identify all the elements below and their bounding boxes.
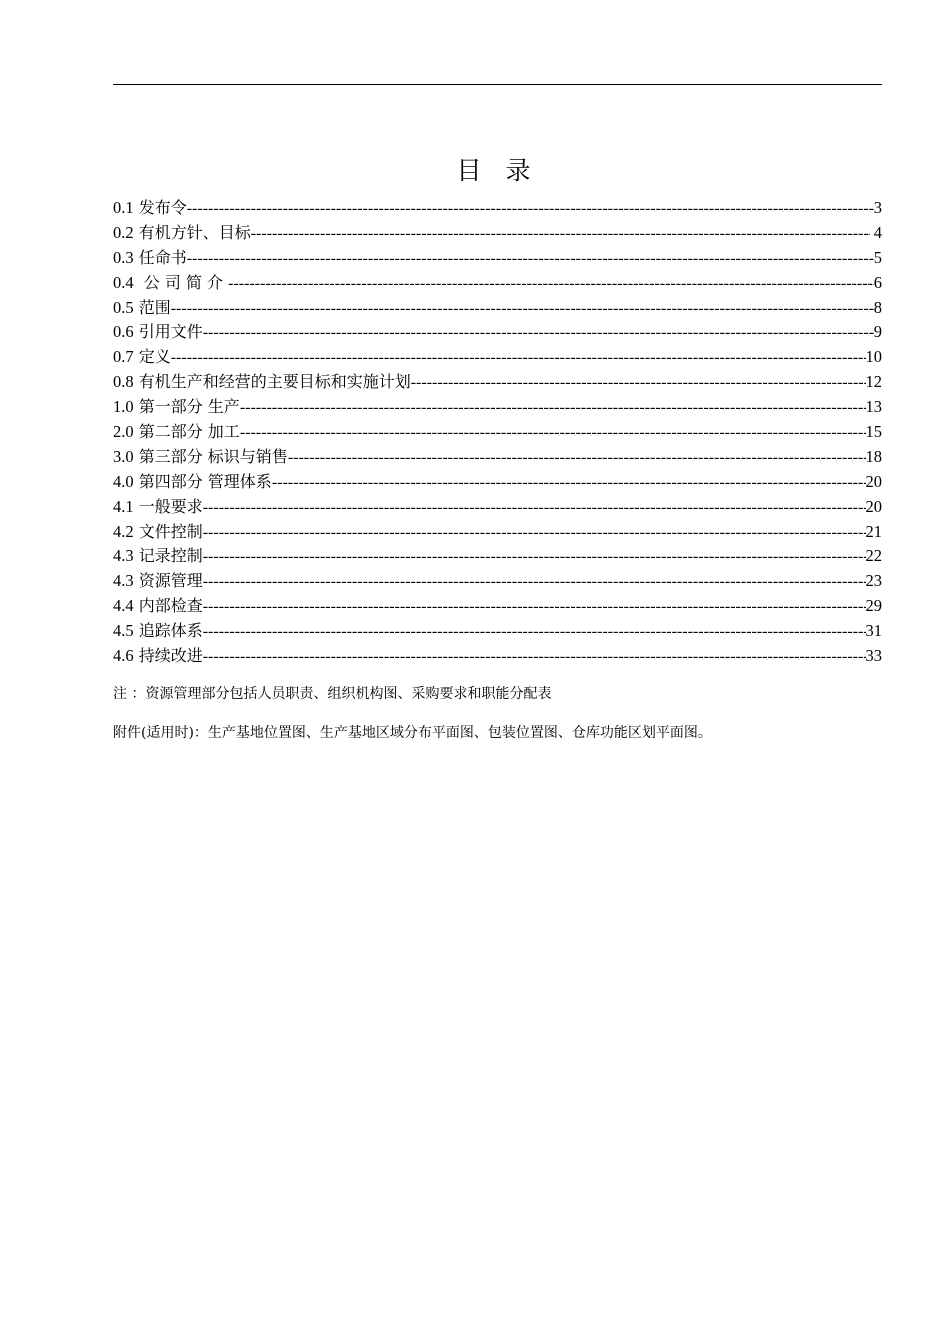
toc-entry-label	[113, 345, 171, 370]
toc-entry-label	[113, 370, 411, 395]
toc-entry-page: 22	[865, 546, 882, 566]
toc-entry-number: 0.6	[113, 322, 134, 342]
toc-entry-page: 23	[865, 571, 882, 591]
toc-entry-number: 0.5	[113, 297, 134, 317]
toc-entry-text: 内部检查	[133, 596, 203, 616]
toc-leader	[272, 471, 866, 495]
toc-entry-label	[113, 495, 203, 520]
toc-leader	[203, 620, 866, 644]
toc-entry-label	[113, 445, 288, 470]
toc-leader	[187, 247, 874, 271]
toc-entry-text: 第三部分 标识与销售	[133, 446, 288, 466]
toc-entry-page: 13	[865, 397, 882, 417]
toc-leader	[203, 521, 866, 545]
toc-entry-number: 4.5	[113, 621, 134, 641]
toc-entry	[113, 296, 882, 321]
toc-entry-page: 15	[865, 422, 882, 442]
toc-entry-number: 4.1	[113, 496, 134, 516]
toc-entry-label	[113, 470, 272, 495]
toc-leader	[203, 321, 874, 345]
toc-entry-label	[113, 271, 228, 296]
toc-entry-number: 0.3	[113, 247, 134, 267]
toc-entry-number: 0.2	[113, 222, 134, 242]
toc-entry-number: 4.6	[113, 646, 134, 666]
toc-entry-label	[113, 544, 203, 569]
attachment-note: 附件(适用时)：生产基地位置图、生产基地区域分布平面图、包装位置图、仓库功能区划平面图。	[113, 725, 712, 741]
toc-leader	[187, 197, 874, 221]
toc-entry-text: 记录控制	[133, 546, 203, 566]
toc-entry-text: 有机方针、目标	[133, 222, 251, 242]
toc-entry-number: 4.2	[113, 521, 134, 541]
toc-entry	[113, 196, 882, 221]
toc-entry	[113, 619, 882, 644]
toc-entry-text: 第四部分 管理体系	[133, 471, 272, 491]
toc-entry	[113, 445, 882, 470]
toc-entry-number: 0.7	[113, 347, 134, 367]
toc-entry	[113, 470, 882, 495]
toc-entry	[113, 520, 882, 545]
toc-entry-text: 持续改进	[133, 646, 203, 666]
toc-entry-label	[113, 196, 187, 221]
toc-leader	[411, 371, 866, 395]
toc-entry-number: 1.0	[113, 397, 134, 417]
toc-entry-page: 21	[865, 521, 882, 541]
toc-entry-text: 资源管理	[133, 571, 203, 591]
toc-entry-number: 0.1	[113, 198, 134, 217]
toc-entry-page: 6	[873, 272, 882, 292]
toc-entry-label	[113, 569, 203, 594]
toc-leader	[240, 421, 866, 445]
toc-entry-page: 3	[873, 198, 882, 217]
toc-leader	[228, 272, 874, 296]
toc-leader	[288, 446, 866, 470]
toc-entry	[113, 420, 882, 445]
toc-entry-page: 9	[873, 322, 882, 342]
toc-entry-number: 4.4	[113, 596, 134, 616]
toc-entry-page: 20	[865, 471, 882, 491]
toc-entry-label	[113, 520, 203, 545]
toc-entry-page: 8	[873, 297, 882, 317]
toc-leader	[203, 570, 866, 594]
toc-entry	[113, 221, 882, 246]
toc-leader	[171, 346, 866, 370]
toc-entry	[113, 345, 882, 370]
toc-entry-number: 4.3	[113, 546, 134, 566]
toc-entry-page: 10	[865, 347, 882, 367]
toc-entry-page: 31	[865, 621, 882, 641]
toc-entry-label	[113, 246, 187, 271]
toc-entry	[113, 544, 882, 569]
toc-entry-label	[113, 320, 203, 345]
toc-entry	[113, 246, 882, 271]
toc-entry-text: 定义	[133, 347, 171, 367]
toc-entry-label	[113, 420, 240, 445]
toc-entry	[113, 569, 882, 594]
toc-entry-number: 4.3	[113, 571, 134, 591]
toc-entry	[113, 395, 882, 420]
toc-entry-page: 20	[865, 496, 882, 516]
toc-entry-text: 一般要求	[133, 496, 203, 516]
toc-entry	[113, 495, 882, 520]
toc-entry-text: 任命书	[133, 247, 187, 267]
toc-entry-page: 4	[869, 222, 882, 242]
toc-entry-text: 范围	[133, 297, 171, 317]
toc-entry-label	[113, 221, 251, 246]
toc-entry-page: 18	[865, 446, 882, 466]
toc-entry-page: 33	[865, 646, 882, 666]
toc-entry	[113, 370, 882, 395]
toc-entry-page: 5	[873, 247, 882, 267]
toc-entry-page: 12	[865, 372, 882, 392]
toc-entry-number: 0.8	[113, 372, 134, 392]
toc-entry-text: 第一部分 生产	[133, 397, 240, 417]
toc-leader	[203, 645, 866, 669]
toc-entry-text: 追踪体系	[133, 621, 203, 641]
toc-title: 目 录	[456, 156, 539, 185]
toc-entry-number: 0.4	[113, 272, 134, 292]
toc-entry-number: 4.0	[113, 471, 134, 491]
toc-entry-text: 公 司 简 介	[133, 272, 229, 292]
toc-entry-label	[113, 619, 203, 644]
toc-entry	[113, 320, 882, 345]
toc-entry-number: 2.0	[113, 422, 134, 442]
toc-entry-text: 有机生产和经营的主要目标和实施计划	[133, 372, 411, 392]
toc-entry-label	[113, 644, 203, 669]
toc-leader	[171, 297, 874, 321]
header-rule	[113, 84, 882, 85]
toc-list	[113, 196, 882, 669]
toc-entry-text: 发布令	[133, 198, 187, 217]
toc-entry-page: 29	[865, 596, 882, 616]
toc-entry	[113, 594, 882, 619]
toc-leader	[203, 595, 866, 619]
toc-entry-label	[113, 395, 240, 420]
toc-entry-text: 文件控制	[133, 521, 203, 541]
toc-entry-text: 第二部分 加工	[133, 422, 240, 442]
toc-leader	[203, 545, 866, 569]
toc-entry-text: 引用文件	[133, 322, 203, 342]
toc-entry	[113, 644, 882, 669]
toc-entry	[113, 271, 882, 296]
toc-entry-label	[113, 594, 203, 619]
toc-leader	[203, 496, 866, 520]
toc-note: 注 ：资源管理部分包括人员职责、组织机构图、采购要求和职能分配表	[113, 686, 552, 702]
toc-leader	[251, 222, 870, 246]
toc-entry-number: 3.0	[113, 446, 134, 466]
toc-entry-label	[113, 296, 171, 321]
toc-leader	[240, 396, 866, 420]
